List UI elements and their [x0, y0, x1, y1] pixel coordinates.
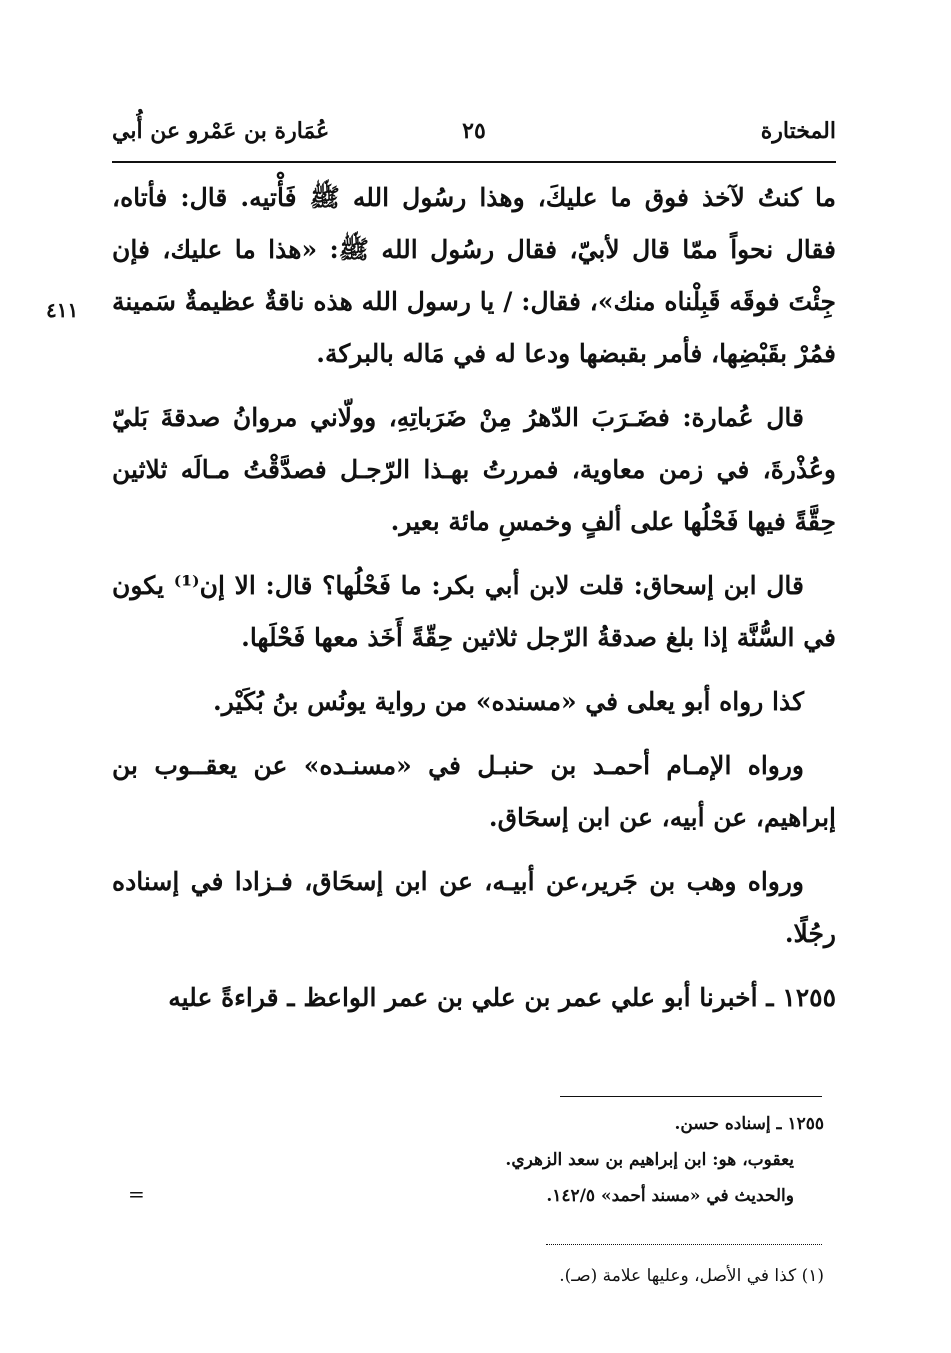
paragraph-1: ما كنتُ لآخذ فوق ما عليكَ، وهذا رسُول الله ﷺ فَأْتيه. قال: فأتاه، فقال نحواً ممّا قال لأبيّ، فقال رسُول الله ﷺ: «هذا ما عليك، فإن جِئْتَ فوقَه قَبِلْناه منك»، فقال: / يا رسول الله هذه ناقةٌ عظيمةٌ سَمينة فمُرْ بقَبْضِها، فأمر بقبضها ودعا له في مَاله بالبركة.: [112, 183, 836, 368]
page-number: ٢٥: [462, 118, 486, 144]
paragraph-5-text: ورواه الإمـام أحمـد بن حنبـل في «مسنـده» عن يعقــوب بن إبراهيم، عن أبيه، عن ابن إسحَاق.: [112, 751, 836, 832]
paragraph-6-text: ورواه وهب بن جَرير،عن أبيـه، عن ابن إسحَاق، فـزادا في إسناده رجُلًا.: [112, 867, 836, 948]
paragraph-6: [112, 856, 836, 960]
footnote-3-text: والحديث في «مسند أحمد» ١٤٢/٥.: [546, 1186, 794, 1206]
footnote-2-text: يعقوب، هو: ابن إبراهيم بن سعد الزهري.: [505, 1150, 794, 1170]
variant-note-rule: [546, 1244, 822, 1245]
book-title: المختارة: [760, 118, 836, 144]
paragraph-2: [112, 392, 836, 548]
footnote-1: ١٢٥٥ ـ إسناده حسن.: [674, 1114, 824, 1134]
footnotes: [112, 1106, 824, 1214]
chapter-title: عُمَارة بن عَمْرو عن أُبي: [112, 118, 330, 144]
continuation-mark: =: [128, 1182, 145, 1206]
running-header: [112, 118, 836, 160]
margin-page-marker: ٤١١: [46, 298, 79, 322]
main-text: [112, 172, 836, 1024]
paragraph-5: [112, 740, 836, 844]
paragraph-4: [112, 676, 836, 728]
paragraph-4-text: كذا رواه أبو يعلى في «مسنده» من رواية يونُس بنُ بُكَيْر.: [212, 687, 804, 716]
variant-note: (١) كذا في الأصل، وعليها علامة (صـ).: [559, 1266, 824, 1286]
footnote-3: [112, 1178, 824, 1214]
paragraph-3: [112, 560, 836, 664]
footnote-rule: [560, 1096, 822, 1097]
paragraph-3-text: قال ابن إسحاق: قلت لابن أبي بكر: ما فَحْلُها؟ قال: الا إن⁽¹⁾ يكون في السُّنَّة إذا بلغ صدقةُ الرّجل ثلاثين حِقّةً أَخَذ معها فَحْلَها.: [112, 571, 836, 652]
footnote-2: [112, 1142, 824, 1178]
paragraph-7: ١٢٥٥ ـ أخبرنا أبو علي عمر بن علي بن عمر الواعظ ـ قراءةً عليه: [168, 983, 836, 1012]
paragraph-2-text: قال عُمارة: فضَـرَبَ الدّهرُ مِنْ ضَرَباتِهِ، وولّاني مروانُ صدقةَ بَليّ وعُذْرةَ، في زمن معاوية، فمررتُ بهـذا الرّجـل فصدَّقْتُ مـالَه ثلاثين حِقَّةً فيها فَحْلُها على ألفٍ وخمسِ مائة بعير.: [112, 403, 836, 536]
header-rule: [112, 161, 836, 163]
